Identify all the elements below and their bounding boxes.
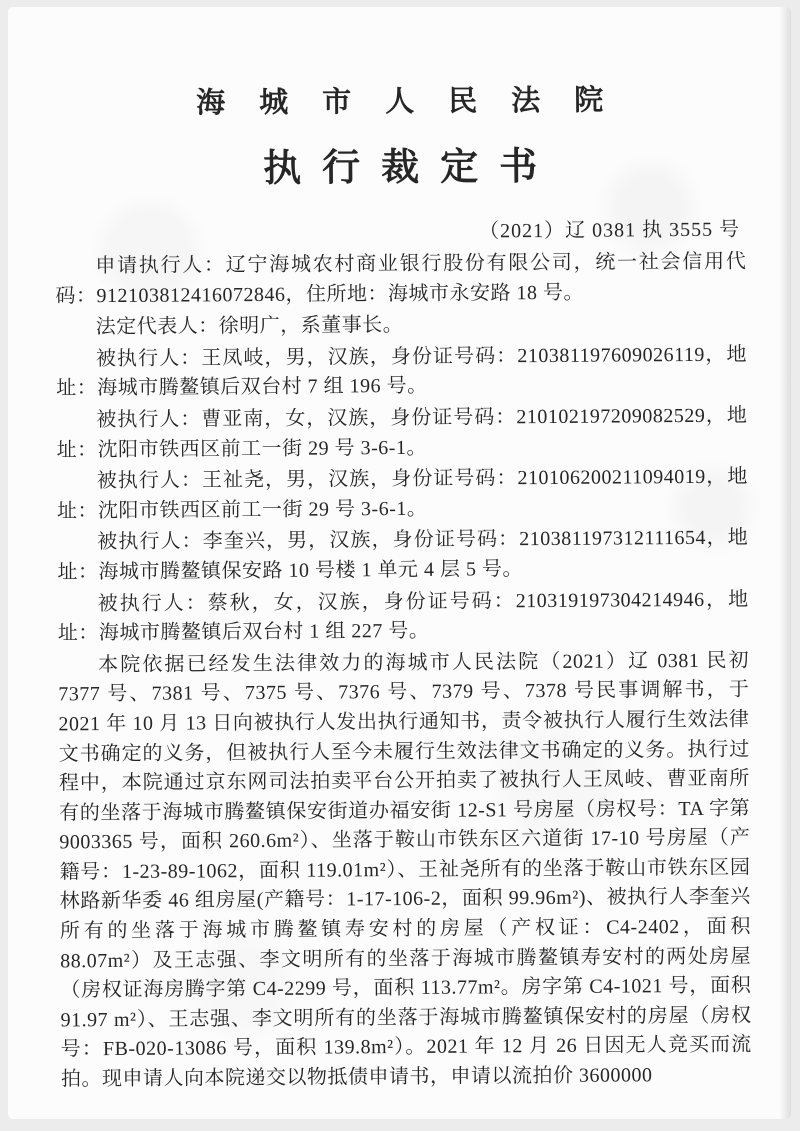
document-page <box>8 7 791 1119</box>
court-name-heading: 海城市人民法院 <box>196 84 638 120</box>
document-content <box>54 77 752 1097</box>
paragraph-case-findings: 本院依据已经发生法律效力的海城市人民法院（2021）辽 0381 民初 7377 号、7381 号、7375 号、7376 号、7379 号、7378 号民事调解书，于 2021 年 10 月 13 日向被执行人发出执行通知书，责令被执行人履行生效法律文书确定的义务，但被执行人至今未履行生效法律文书确定的义务。执行过程中，本院通过京东网司法拍卖平台公开拍卖了被执行人王凤岐、曹亚南所有的坐落于海城市腾鳌镇保安街道办福安街 12-S1 号房屋（房权号：TA 字第 9003365 号，面积 260.6m²）、坐落于鞍山市铁东区六道街 17-10 号房屋（产籍号：1-23-89-1062，面积 119.01m²）、王祉尧所有的坐落于鞍山市铁东区园林路新华委 46 组房屋(产籍号：1-17-106-2，面积 99.96m²)、被执行人李奎兴所有的坐落于海城市腾鳌镇寿安村的房屋（产权证：C4-2402，面积 88.07m²）及王志强、李文明所有的坐落于海城市腾鳌镇寿安村的两处房屋（房权证海房腾字第 C4-2299 号，面积 113.77m²。房字第 C4-1021 号，面积 91.97 m²）、王志强、李文明所有的坐落于海城市腾鳌镇保安村的房屋（房权号：FB-020-13086 号，面积 139.8m²）。2021 年 12 月 26 日因无人竞买而流拍。现申请人向本院递交以物抵债申请书，申请以流拍价 3600000 <box>58 649 752 1091</box>
paragraph-legal-rep: 法定代表人：徐明广，系董事长。 <box>95 314 404 339</box>
paragraph-respondent-5: 被执行人：蔡秋，女，汉族，身份证号码：210319197304214946，地址：海城市腾鳌镇后双台村 1 组 227 号。 <box>57 588 749 645</box>
document-body <box>55 248 752 1095</box>
paragraph-respondent-2: 被执行人：曹亚南，女，汉族，身份证号码：210102197209082529，地址：沈阳市铁西区前工一街 29 号 3-6-1。 <box>56 404 748 461</box>
paragraph-respondent-4: 被执行人：李奎兴，男，汉族，身份证号码：210381197312111654，地址：海城市腾鳌镇保安路 10 号楼 1 单元 4 层 5 号。 <box>57 526 749 584</box>
document-title: 执行裁定书 <box>262 145 559 190</box>
paragraph-applicant: 申请执行人：辽宁海城农村商业银行股份有限公司，统一社会信用代码：912103812416072846，住所地：海城市永安路 18 号。 <box>55 250 747 308</box>
paragraph-respondent-3: 被执行人：王祉尧，男，汉族，身份证号码：210106200211094019，地址：沈阳市铁西区前工一街 29 号 3-6-1。 <box>56 465 748 523</box>
paragraph-respondent-1: 被执行人：王凤岐，男，汉族，身份证号码：210381197609026119，地址：海城市腾鳌镇后双台村 7 组 196 号。 <box>56 343 748 400</box>
case-number: （2021）辽 0381 执 3555 号 <box>478 218 741 243</box>
